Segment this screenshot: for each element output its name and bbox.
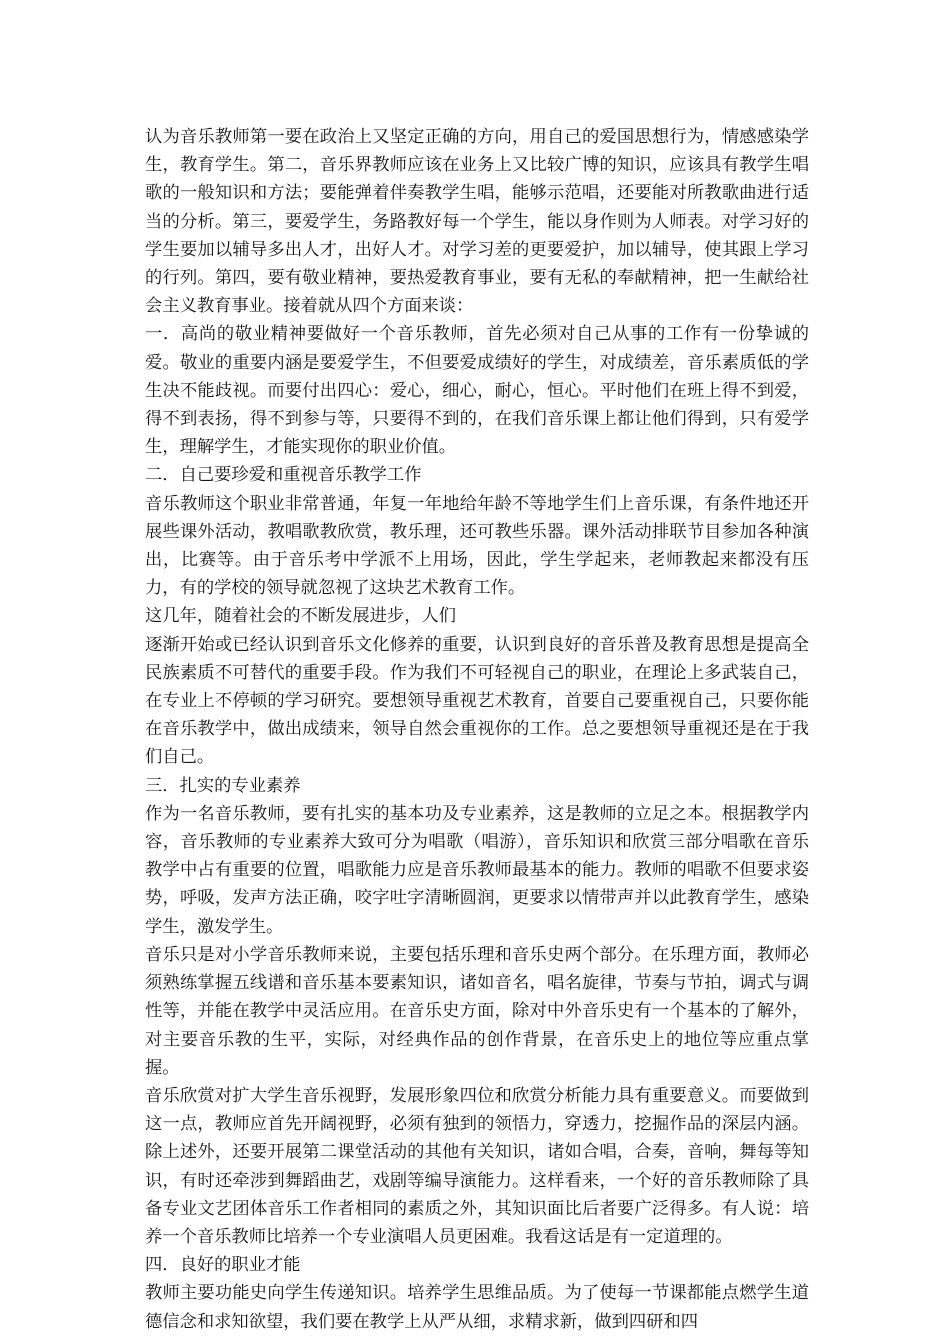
section-two-continuation: 逐渐开始或已经认识到音乐文化修养的重要，认识到良好的音乐普及教育思想是提高全民族素质不可替代的重要手段。作为我们不可轻视自己的职业，在理论上多武装自己，在专业上不停顿的学习研究。要想领导重视艺术教育，首要自己要重视自己，只要你能在音乐教学中，做出成绩来，领导自然会重视你的工作。总之要想领导重视还是在于我们自己。 bbox=[145, 634, 809, 768]
section-two-paragraph: 音乐教师这个职业非常普通，年复一年地给年龄不等地学生们上音乐课，有条件地还开展些课外活动，教唱歌教欣赏，教乐理，还可教些乐器。课外活动排联节目参加各种演出，比赛等。由于音乐考中学派不上用场，因此，学生学起来，老师教起来都没有压力，有的学校的领导就忽视了这块艺术教育工作。 bbox=[145, 493, 809, 599]
intro-paragraph: 认为音乐教师第一要在政治上又坚定正确的方向，用自己的爱国思想行为，情感感染学生，教育学生。第二，音乐界教师应该在业务上又比较广博的知识，应该具有教学生唱歌的一般知识和方法；要能弹着伴奏教学生唱，能够示范唱，还要能对所教歌曲进行适当的分析。第三，要爱学生，务路教好每一个学生，能以身作则为人师表。对学习好的学生要加以辅导多出人才，出好人才。对学习差的更要爱护，加以辅导，使其跟上学习的行列。第四，要有敬业精神，要热爱教育事业，要有无私的奉献精神，把一生献给社会主义教育事业。接着就从四个方面来谈： bbox=[145, 127, 809, 317]
section-three-heading: 三．扎实的专业素养 bbox=[145, 775, 301, 796]
document-body bbox=[145, 123, 809, 1336]
section-four-heading: 四．良好的职业才能 bbox=[145, 1255, 301, 1276]
section-four-paragraph: 教师主要功能史向学生传递知识。培养学生思维品质。为了使每一节课都能点燃学生道德信念和求知欲望，我们要在教学上从严从细，求精求新，做到四研和四 bbox=[145, 1283, 809, 1332]
section-two-short-line: 这几年，随着社会的不断发展进步，人们 bbox=[145, 606, 457, 627]
section-one-paragraph: 一．高尚的敬业精神要做好一个音乐教师，首先必须对自己从事的工作有一份挚诚的爱。敬业的重要内涵是要爱学生，不但要爱成绩好的学生，对成绩差，音乐素质低的学生决不能歧视。而要付出四心：爱心，细心，耐心，恒心。平时他们在班上得不到爱，得不到表扬，得不到参与等，只要得不到的，在我们音乐课上都让他们得到，只有爱学生，理解学生，才能实现你的职业价值。 bbox=[145, 324, 809, 458]
section-three-paragraph-knowledge: 音乐只是对小学音乐教师来说，主要包括乐理和音乐史两个部分。在乐理方面，教师必须熟练掌握五线谱和音乐基本要素知识，诸如音名，唱名旋律，节奏与节拍，调式与调性等，并能在教学中灵活应用。在音乐史方面，除对中外音乐史有一个基本的了解外，对主要音乐教的生平，实际，对经典作品的创作背景，在音乐史上的地位等应重点掌握。 bbox=[145, 944, 809, 1078]
section-three-paragraph-appreciation: 音乐欣赏对扩大学生音乐视野，发展形象四位和欣赏分析能力具有重要意义。而要做到这一点，教师应首先开阔视野，必须有独到的领悟力，穿透力，挖掘作品的深层内涵。除上述外，还要开展第二课堂活动的其他有关知识，诸如合唱，合奏，音响，舞每等知识，有时还牵涉到舞蹈曲艺，戏剧等编导演能力。这样看来，一个好的音乐教师除了具备专业文艺团体音乐工作者相同的素质之外，其知识面比后者要广泛得多。有人说：培养一个音乐教师比培养一个专业演唱人员更困难。我看这话是有一定道理的。 bbox=[145, 1085, 809, 1247]
section-three-paragraph-singing: 作为一名音乐教师，要有扎实的基本功及专业素养，这是教师的立足之本。根据教学内容，音乐教师的专业素养大致可分为唱歌（唱游），音乐知识和欣赏三部分唱歌在音乐教学中占有重要的位置，唱歌能力应是音乐教师最基本的能力。教师的唱歌不但要求姿势，呼吸，发声方法正确，咬字吐字清晰圆润，更要求以情带声并以此教育学生，感染学生，激发学生。 bbox=[145, 803, 809, 937]
section-two-heading: 二．自己要珍爱和重视音乐教学工作 bbox=[145, 465, 422, 486]
